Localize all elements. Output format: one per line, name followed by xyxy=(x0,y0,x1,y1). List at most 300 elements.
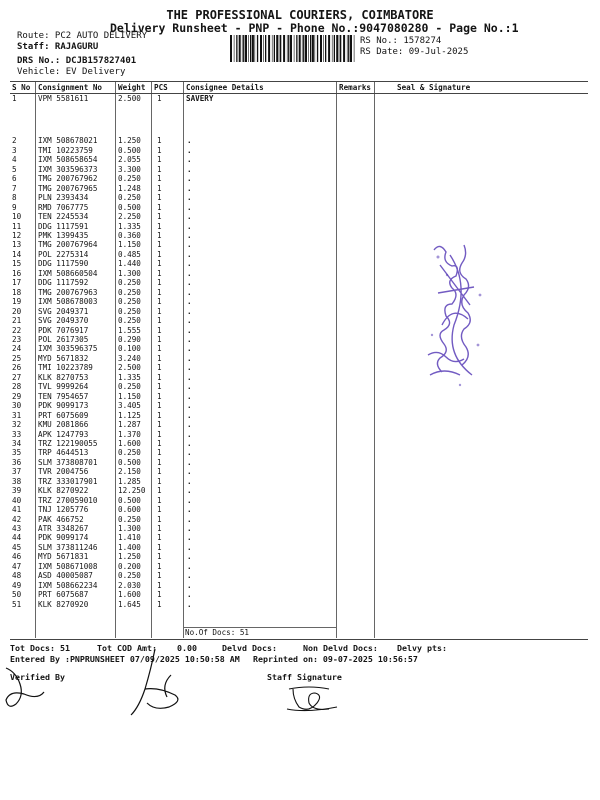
row-sno: 11 xyxy=(12,221,22,231)
row-sno: 16 xyxy=(12,268,22,278)
table-row xyxy=(10,184,588,193)
row-consignee: . xyxy=(187,136,192,146)
row-consignee: . xyxy=(187,344,192,354)
row-sno: 9 xyxy=(12,202,17,212)
row-sno: 22 xyxy=(12,325,22,335)
row-consignment: TEN 2245534 xyxy=(38,212,89,222)
row-consignment: PDK 7076917 xyxy=(38,325,89,335)
row-consignee: . xyxy=(187,533,192,543)
row-pcs: 1 xyxy=(157,363,162,373)
row-consignee: . xyxy=(187,155,192,165)
row-consignment: POL 2275314 xyxy=(38,249,89,259)
table-row xyxy=(10,278,588,287)
table-row xyxy=(10,543,588,552)
row-pcs: 1 xyxy=(157,240,162,250)
row-weight: 1.285 xyxy=(118,476,141,486)
row-consignment: IXM 508678021 xyxy=(38,136,98,146)
row-consignee: . xyxy=(187,514,192,524)
row-pcs: 1 xyxy=(157,429,162,439)
row-consignment: POL 2617305 xyxy=(38,334,89,344)
row-pcs: 1 xyxy=(157,571,162,581)
row-consignment: IXM 303596375 xyxy=(38,344,98,354)
row-consignment: TRZ 270059010 xyxy=(38,495,98,505)
staff-signature-label: Staff Signature xyxy=(267,672,342,682)
table-row xyxy=(10,212,588,221)
row-consignee: . xyxy=(187,457,192,467)
row-consignment: SVG 2049370 xyxy=(38,316,89,326)
row-weight: 0.250 xyxy=(118,448,141,458)
row-sno: 32 xyxy=(12,420,22,430)
row-pcs: 1 xyxy=(157,505,162,515)
row-consignment: TVR 2004756 xyxy=(38,467,89,477)
table-row xyxy=(10,430,588,439)
entry-signature xyxy=(125,645,195,720)
row-consignee: . xyxy=(187,410,192,420)
row-sno: 10 xyxy=(12,212,22,222)
row-pcs: 1 xyxy=(157,316,162,326)
row-pcs: 1 xyxy=(157,599,162,609)
row-consignment: APK 1247793 xyxy=(38,429,89,439)
row-consignment: ASD 40005087 xyxy=(38,571,93,581)
verifier-signature xyxy=(0,660,60,720)
col-consignment: Consignment No xyxy=(36,82,116,94)
row-consignee: . xyxy=(187,448,192,458)
row-sno: 3 xyxy=(12,145,17,155)
row-pcs: 1 xyxy=(157,533,162,543)
row-consignment: PDK 9099173 xyxy=(38,401,89,411)
row-pcs: 1 xyxy=(157,401,162,411)
row-pcs: 1 xyxy=(157,561,162,571)
row-sno: 33 xyxy=(12,429,22,439)
row-sno: 35 xyxy=(12,448,22,458)
row-consignment: IXM 508662234 xyxy=(38,580,98,590)
row-weight: 0.250 xyxy=(118,193,141,203)
table-row xyxy=(10,600,588,609)
row-sno: 19 xyxy=(12,297,22,307)
row-weight: 0.360 xyxy=(118,230,141,240)
row-weight: 0.250 xyxy=(118,514,141,524)
row-consignment: SVG 2049371 xyxy=(38,306,89,316)
row-sno: 20 xyxy=(12,306,22,316)
table-row xyxy=(10,146,588,155)
row-consignee: . xyxy=(187,240,192,250)
row-consignee: . xyxy=(187,174,192,184)
row-weight: 1.400 xyxy=(118,542,141,552)
col-remarks: Remarks xyxy=(337,82,375,94)
row-consignment: PMK 1399435 xyxy=(38,230,89,240)
row-weight: 1.600 xyxy=(118,590,141,600)
row-weight: 2.250 xyxy=(118,212,141,222)
row-consignment: TMG 200767962 xyxy=(38,174,98,184)
row-pcs: 1 xyxy=(157,486,162,496)
staff-signature xyxy=(283,683,343,715)
row-sno: 21 xyxy=(12,316,22,326)
row-consignment: VPM 5581611 xyxy=(38,94,89,103)
row-weight: 0.250 xyxy=(118,382,141,392)
row-consignee: . xyxy=(187,221,192,231)
table-row xyxy=(10,401,588,410)
row-consignee: . xyxy=(187,325,192,335)
row-consignee: . xyxy=(187,580,192,590)
row-consignment: TNJ 1205776 xyxy=(38,505,89,515)
row-pcs: 1 xyxy=(157,306,162,316)
rs-date: RS Date: 09-Jul-2025 xyxy=(360,47,469,57)
table-row xyxy=(10,562,588,571)
row-pcs: 1 xyxy=(157,212,162,222)
runsheet-title: Delivery Runsheet - PNP - Phone No.:9047080280 - Page No.:1 xyxy=(110,21,519,35)
row-pcs: 1 xyxy=(157,524,162,534)
row-weight: 12.250 xyxy=(118,486,146,496)
row-pcs: 1 xyxy=(157,334,162,344)
row-pcs: 1 xyxy=(157,467,162,477)
row-sno: 50 xyxy=(12,590,22,600)
row-weight: 1.125 xyxy=(118,410,141,420)
row-weight: 1.150 xyxy=(118,240,141,250)
table-row xyxy=(10,505,588,514)
row-pcs: 1 xyxy=(157,259,162,269)
row-weight: 2.030 xyxy=(118,580,141,590)
col-seal: Seal & Signature xyxy=(375,82,588,94)
row-consignee: . xyxy=(187,353,192,363)
row-consignment: TRZ 122190055 xyxy=(38,438,98,448)
row-sno: 41 xyxy=(12,505,22,515)
row-sno: 18 xyxy=(12,287,22,297)
table-row xyxy=(10,155,588,164)
row-sno: 29 xyxy=(12,391,22,401)
row-consignment: KLK 8270922 xyxy=(38,486,89,496)
row-consignment: KLK 8270920 xyxy=(38,599,89,609)
row-weight: 1.300 xyxy=(118,524,141,534)
row-sno: 2 xyxy=(12,136,17,146)
row-pcs: 1 xyxy=(157,297,162,307)
row-weight: 0.250 xyxy=(118,278,141,288)
row-consignment: DDG 1117592 xyxy=(38,278,89,288)
table-row xyxy=(10,174,588,183)
row-consignee: . xyxy=(187,259,192,269)
row-consignment: KMU 2081866 xyxy=(38,420,89,430)
tot-docs: Tot Docs: 51 xyxy=(10,643,70,653)
table-row xyxy=(10,448,588,457)
row-weight: 3.240 xyxy=(118,353,141,363)
table-row xyxy=(10,467,588,476)
row-weight: 2.500 xyxy=(118,363,141,373)
row-consignee: . xyxy=(187,249,192,259)
table-row xyxy=(10,552,588,561)
row-consignment: ATR 3348267 xyxy=(38,524,89,534)
row-consignment: TEN 7954657 xyxy=(38,391,89,401)
row-sno: 5 xyxy=(12,164,17,174)
row-consignment: SLM 373811246 xyxy=(38,542,98,552)
row-pcs: 1 xyxy=(157,174,162,184)
row-consignment: TRP 4644513 xyxy=(38,448,89,458)
row-consignment: TRZ 333017901 xyxy=(38,476,98,486)
row-weight: 1.335 xyxy=(118,221,141,231)
route-label: Route: PC2 AUTO DELIVERY xyxy=(17,31,148,41)
row-pcs: 1 xyxy=(157,391,162,401)
table-row xyxy=(10,458,588,467)
row-sno: 15 xyxy=(12,259,22,269)
row-pcs: 1 xyxy=(157,344,162,354)
row-pcs: 1 xyxy=(157,410,162,420)
row-consignment: PRT 6075687 xyxy=(38,590,89,600)
row-consignee: . xyxy=(187,334,192,344)
table-row xyxy=(10,344,588,353)
spacer-row xyxy=(10,103,588,136)
row-consignment: TMG 200767963 xyxy=(38,287,98,297)
row-consignment: PAK 466752 xyxy=(38,514,84,524)
row-sno: 12 xyxy=(12,230,22,240)
row-sno: 25 xyxy=(12,353,22,363)
row-sno: 49 xyxy=(12,580,22,590)
row-sno: 28 xyxy=(12,382,22,392)
row-weight: 1.287 xyxy=(118,420,141,430)
entered-by: Entered By :PNPRUNSHEET 07/09/2025 10:50:58 AM xyxy=(10,654,240,664)
row-consignee: . xyxy=(187,476,192,486)
row-weight: 2.500 xyxy=(118,94,141,103)
row-pcs: 1 xyxy=(157,278,162,288)
row-weight: 0.500 xyxy=(118,457,141,467)
row-consignee: . xyxy=(187,202,192,212)
table-row xyxy=(10,193,588,202)
row-consignee: . xyxy=(187,429,192,439)
row-consignee: . xyxy=(187,420,192,430)
table-row xyxy=(10,571,588,580)
table-row xyxy=(10,316,588,325)
table-row xyxy=(10,524,588,533)
row-sno: 24 xyxy=(12,344,22,354)
row-pcs: 1 xyxy=(157,183,162,193)
table-row xyxy=(10,590,588,599)
row-pcs: 1 xyxy=(157,287,162,297)
row-weight: 1.645 xyxy=(118,599,141,609)
row-consignee: . xyxy=(187,164,192,174)
delvd-docs: Delvd Docs: xyxy=(222,643,277,653)
table-row xyxy=(10,250,588,259)
row-consignee: . xyxy=(187,505,192,515)
row-consignee: . xyxy=(187,363,192,373)
table-row xyxy=(10,222,588,231)
table-row xyxy=(10,392,588,401)
row-weight: 0.250 xyxy=(118,306,141,316)
row-consignment: TMG 200767965 xyxy=(38,183,98,193)
row-consignment: MYD 5671831 xyxy=(38,552,89,562)
row-sno: 45 xyxy=(12,542,22,552)
row-consignee: . xyxy=(187,552,192,562)
row-pcs: 1 xyxy=(157,268,162,278)
row-consignee: . xyxy=(187,495,192,505)
verified-by: Verified By xyxy=(10,672,65,682)
seal-stamp xyxy=(420,235,500,395)
row-consignee: . xyxy=(187,268,192,278)
row-consignee: . xyxy=(187,571,192,581)
row-weight: 1.370 xyxy=(118,429,141,439)
drs-number: DRS No.: DCJB157827401 xyxy=(17,56,137,66)
row-weight: 0.200 xyxy=(118,561,141,571)
row-consignment: SLM 373808701 xyxy=(38,457,98,467)
row-pcs: 1 xyxy=(157,382,162,392)
row-consignee: . xyxy=(187,467,192,477)
reprinted-on: Reprinted on: 09-07-2025 10:56:57 xyxy=(253,654,418,664)
row-sno: 31 xyxy=(12,410,22,420)
row-weight: 2.055 xyxy=(118,155,141,165)
row-weight: 0.500 xyxy=(118,145,141,155)
barcode xyxy=(230,35,355,62)
non-delvd-docs: Non Delvd Docs: xyxy=(303,643,378,653)
row-sno: 34 xyxy=(12,438,22,448)
row-sno: 40 xyxy=(12,495,22,505)
row-sno: 37 xyxy=(12,467,22,477)
row-consignment: DDG 1117590 xyxy=(38,259,89,269)
table-row xyxy=(10,307,588,316)
row-consignee: . xyxy=(187,524,192,534)
row-pcs: 1 xyxy=(157,590,162,600)
table-row xyxy=(10,326,588,335)
row-pcs: 1 xyxy=(157,145,162,155)
row-consignee: . xyxy=(187,297,192,307)
row-sno: 48 xyxy=(12,571,22,581)
row-pcs: 1 xyxy=(157,193,162,203)
col-weight: Weight xyxy=(116,82,152,94)
table-row xyxy=(10,240,588,249)
row-consignment: TMI 10223789 xyxy=(38,363,93,373)
row-sno: 46 xyxy=(12,552,22,562)
row-weight: 1.250 xyxy=(118,136,141,146)
col-consignee: Consignee Details xyxy=(184,82,337,94)
table-row xyxy=(10,439,588,448)
table-row xyxy=(10,363,588,372)
row-weight: 2.150 xyxy=(118,467,141,477)
row-sno: 43 xyxy=(12,524,22,534)
row-sno: 42 xyxy=(12,514,22,524)
row-consignment: PDK 9099174 xyxy=(38,533,89,543)
table-row xyxy=(10,515,588,524)
row-consignment: TVL 9999264 xyxy=(38,382,89,392)
row-consignee: . xyxy=(187,230,192,240)
rs-number: RS No.: 1578274 xyxy=(360,36,442,46)
row-consignee: . xyxy=(187,316,192,326)
staff-label: Staff: RAJAGURU xyxy=(17,42,99,52)
row-weight: 1.250 xyxy=(118,552,141,562)
row-sno: 36 xyxy=(12,457,22,467)
row-weight: 1.248 xyxy=(118,183,141,193)
row-weight: 1.410 xyxy=(118,533,141,543)
row-pcs: 1 xyxy=(157,94,162,103)
runsheet-table xyxy=(10,82,588,609)
row-pcs: 1 xyxy=(157,155,162,165)
row-sno: 13 xyxy=(12,240,22,250)
tot-cod-value: 0.00 xyxy=(177,643,197,653)
row-sno: 4 xyxy=(12,155,17,165)
row-consignee: . xyxy=(187,145,192,155)
row-pcs: 1 xyxy=(157,136,162,146)
row-consignee: . xyxy=(187,193,192,203)
row-weight: 0.250 xyxy=(118,287,141,297)
row-sno: 26 xyxy=(12,363,22,373)
row-consignee: . xyxy=(187,372,192,382)
row-consignment: IXM 303596373 xyxy=(38,164,98,174)
row-sno: 51 xyxy=(12,599,22,609)
row-consignee: . xyxy=(187,306,192,316)
row-consignee: . xyxy=(187,287,192,297)
table-row xyxy=(10,165,588,174)
row-sno: 23 xyxy=(12,334,22,344)
row-sno: 38 xyxy=(12,476,22,486)
row-weight: 1.300 xyxy=(118,268,141,278)
row-sno: 8 xyxy=(12,193,17,203)
row-weight: 3.300 xyxy=(118,164,141,174)
table-row xyxy=(10,533,588,542)
row-consignment: TMG 200767964 xyxy=(38,240,98,250)
row-sno: 1 xyxy=(12,94,17,103)
row-sno: 6 xyxy=(12,174,17,184)
row-pcs: 1 xyxy=(157,420,162,430)
row-sno: 14 xyxy=(12,249,22,259)
row-sno: 47 xyxy=(12,561,22,571)
row-weight: 1.150 xyxy=(118,391,141,401)
row-sno: 17 xyxy=(12,278,22,288)
row-consignment: MYD 5671832 xyxy=(38,353,89,363)
row-weight: 0.500 xyxy=(118,495,141,505)
row-sno: 39 xyxy=(12,486,22,496)
no-of-docs: No.Of Docs: 51 xyxy=(185,628,250,637)
row-sno: 44 xyxy=(12,533,22,543)
row-weight: 0.485 xyxy=(118,249,141,259)
row-weight: 0.250 xyxy=(118,174,141,184)
row-weight: 0.500 xyxy=(118,202,141,212)
table-row xyxy=(10,269,588,278)
table-row xyxy=(10,420,588,429)
row-pcs: 1 xyxy=(157,457,162,467)
table-row xyxy=(10,411,588,420)
row-pcs: 1 xyxy=(157,580,162,590)
row-consignment: KLK 8270753 xyxy=(38,372,89,382)
table-row xyxy=(10,496,588,505)
row-pcs: 1 xyxy=(157,495,162,505)
row-weight: 1.440 xyxy=(118,259,141,269)
row-pcs: 1 xyxy=(157,221,162,231)
row-consignment: IXM 508671008 xyxy=(38,561,98,571)
tot-cod-label: Tot COD Amt: xyxy=(97,643,157,653)
row-consignee: . xyxy=(187,599,192,609)
row-consignment: PLN 2393434 xyxy=(38,193,89,203)
row-consignee: . xyxy=(187,278,192,288)
row-pcs: 1 xyxy=(157,552,162,562)
table-row xyxy=(10,335,588,344)
col-pcs: PCS xyxy=(152,82,184,94)
row-consignment: RMD 7067775 xyxy=(38,202,89,212)
row-consignee: . xyxy=(187,486,192,496)
table-row xyxy=(10,486,588,495)
table-row xyxy=(10,259,588,268)
row-pcs: 1 xyxy=(157,542,162,552)
table-row xyxy=(10,581,588,590)
row-pcs: 1 xyxy=(157,230,162,240)
col-sno: S No xyxy=(10,82,36,94)
row-weight: 1.555 xyxy=(118,325,141,335)
row-pcs: 1 xyxy=(157,202,162,212)
row-consignment: DDG 1117591 xyxy=(38,221,89,231)
row-weight: 0.100 xyxy=(118,344,141,354)
row-consignee: . xyxy=(187,401,192,411)
row-consignee: . xyxy=(187,590,192,600)
table-row xyxy=(10,354,588,363)
row-consignee: . xyxy=(187,212,192,222)
row-consignment: IXM 508660504 xyxy=(38,268,98,278)
company-title: THE PROFESSIONAL COURIERS, COIMBATORE xyxy=(166,8,434,22)
row-weight: 1.335 xyxy=(118,372,141,382)
row-consignee: . xyxy=(187,542,192,552)
table-row xyxy=(10,203,588,212)
